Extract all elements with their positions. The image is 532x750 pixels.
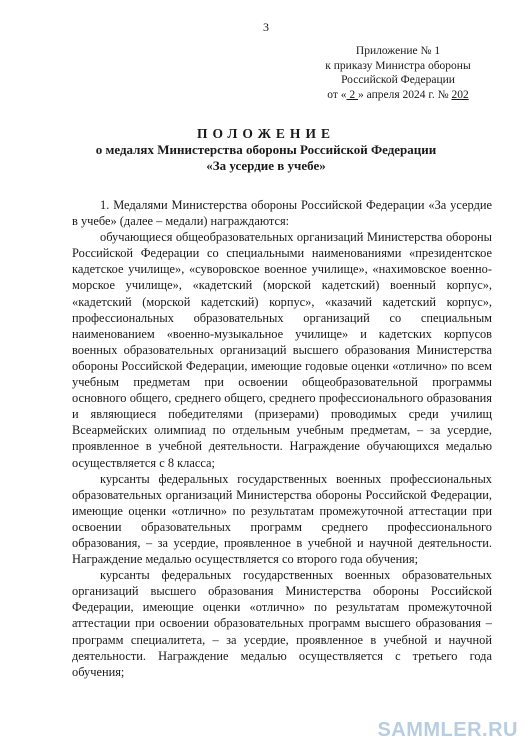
appendix-title: Приложение № 1 [355,45,441,57]
watermark: SAMMLER.RU [377,719,518,741]
paragraph: курсанты федеральных государственных военных образовательных организаций высшего образования Министерства обороны Российской Федерации, имеющие оценки «отлично» по результатам промежуточной аттестации при освоении образовательных программ высшего образования – программ специалитета, – за усердие, проявленное в учебной и научной деятельности. Награждение медалью осуществляется с третьего года обучения; [72,568,492,679]
title-subtitle-1: о медалях Министерства обороны Российской Федерации [95,142,437,157]
document-body [72,197,492,680]
date-prefix: от « [327,88,347,101]
title-main: ПОЛОЖЕНИЕ [197,126,335,141]
date-day: 2 [346,88,359,101]
paragraph: обучающиеся общеобразовательных организаций Министерства обороны Российской Федерации со специальными наименованиями «президентское кадетское училище», «суворовское военное училище», «нахимовское военно-морское училище», «кадетский (морской кадетский) военный корпус», «кадетский (морской кадетский) корпус», «казачий кадетский корпус», профессиональных образовательных организаций со специальным наименованием «военно-музыкальное училище» и кадетских корпусов военных образовательных организаций высшего образования Министерства обороны Российской Федерации, имеющие годовые оценки «отлично» по всем учебным предметам при освоении общеобразовательной программы основного общего, среднего общего, среднего профессионального образования и являющиеся победителями (призерами) проводимых среди училищ Всеармейских олимпиад по отдельным учебным предметам, – за усердие, проявленное в учебной деятельности. Награждение обучающихся медалью осуществляется с 8 класса; [72,230,492,470]
paragraph: курсанты федеральных государственных военных профессиональных образовательных организаций Министерства обороны Российской Федерации, имеющие оценки «отлично» по результатам промежуточной аттестации при освоении образовательных программ среднего профессионального образования, – за усердие, проявленное в учебной и научной деятельности. Награждение медалью осуществляется со второго года обучения; [72,471,492,567]
appendix-header [300,44,496,102]
document-title [40,126,492,174]
date-suffix: » апреля 2024 г. № [358,88,452,101]
page-number: 3 [263,20,269,34]
paragraph: 1. Медалями Министерства обороны Российской Федерации «За усердие в учебе» (далее – медали) награждаются: [72,198,492,229]
order-number: 202 [451,88,469,101]
title-subtitle-2: «За усердие в учебе» [206,158,326,173]
appendix-date-line [300,88,496,103]
appendix-country: Российской Федерации [341,74,455,86]
appendix-order-ref: к приказу Министра обороны [325,59,471,72]
